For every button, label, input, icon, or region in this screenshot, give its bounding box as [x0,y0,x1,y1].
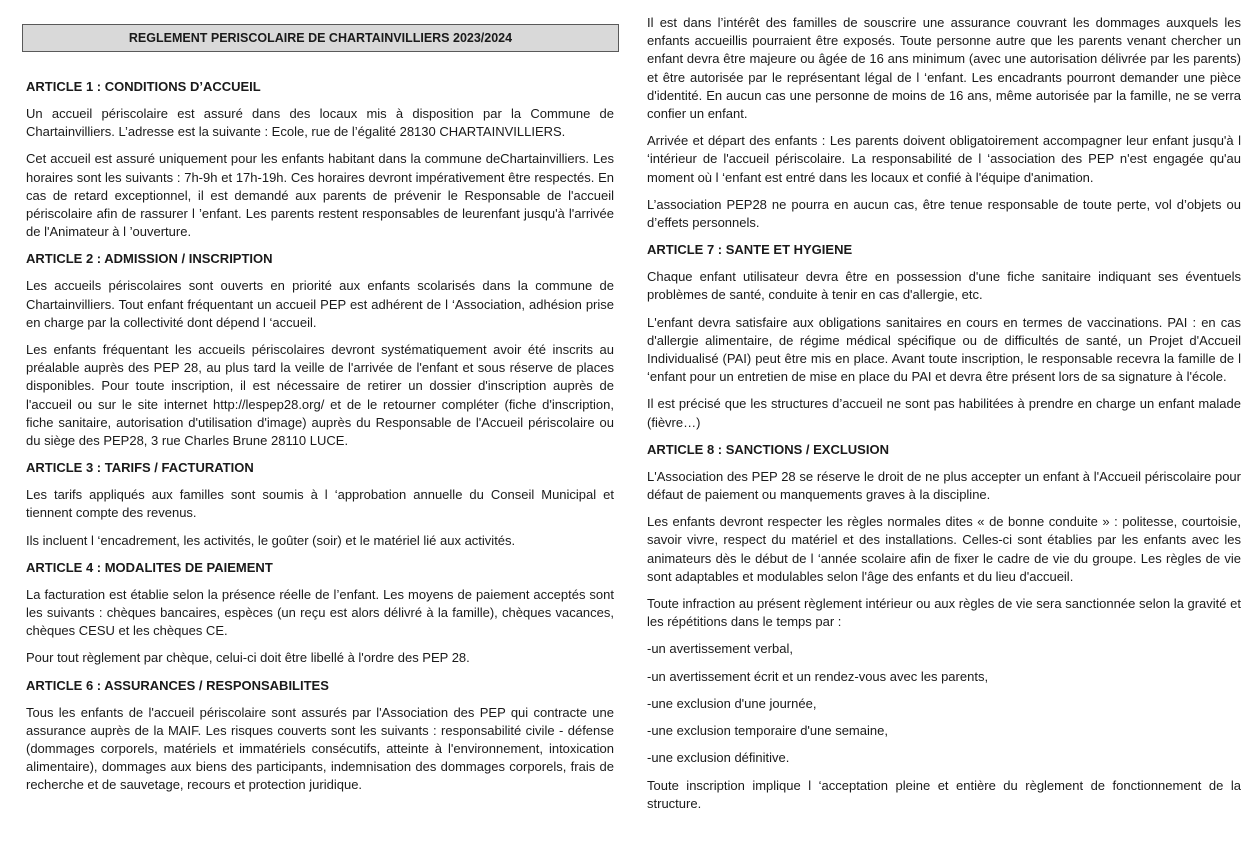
article-heading: ARTICLE 6 : ASSURANCES / RESPONSABILITES [26,677,329,693]
paragraph: L'enfant devra satisfaire aux obligations sanitaires en cours en termes de vaccinations. PAI : en cas d'allergie alimentaire, de régime médical spécifique ou de difficultés de santé, un Projet d'Accueil Individualisé (PAI) peut être mis en place. Avant toute inscription, le responsable recevra la famille de l ‘enfant pour un entretien de mise en place du PAI et devra être présent lors de sa signature à l'école. [647,314,1241,385]
paragraph: Les enfants devront respecter les règles normales dites « de bonne conduite » : politesse, courtoisie, savoir vivre, respect du matériel et des installations. Celles-ci sont établies par les enfants avec les animateurs dès le début de l ‘année scolaire afin de fixer le cadre de vie du groupe. Les règles de vie sont adaptables et modulables selon l'âge des enfants et du lieu d'accueil. [647,514,1241,584]
article-heading: ARTICLE 8 : SANCTIONS / EXCLUSION [647,441,889,457]
paragraph: Les tarifs appliqués aux familles sont soumis à l ‘approbation annuelle du Conseil Municipal et tiennent compte des revenus. [26,487,614,521]
paragraph: Pour tout règlement par chèque, celui-ci doit être libellé à l'ordre des PEP 28. [26,650,470,666]
paragraph: L'Association des PEP 28 se réserve le droit de ne plus accepter un enfant à l'Accueil périscolaire pour défaut de paiement ou manquements graves à la discipline. [647,468,1241,503]
paragraph: Toute inscription implique l ‘acceptation pleine et entière du règlement de fonctionnement de la structure. [647,777,1241,811]
article-heading: ARTICLE 3 : TARIFS / FACTURATION [26,460,254,476]
article-heading: ARTICLE 4 : MODALITES DE PAIEMENT [26,559,273,575]
left-column-body [22,78,614,804]
sanction-list-item: -un avertissement verbal, [647,641,793,657]
document-title: REGLEMENT PERISCOLAIRE DE CHARTAINVILLIERS 2023/2024 [22,24,619,52]
sanction-list-item: -une exclusion d'une journée, [647,695,817,711]
paragraph: Un accueil périscolaire est assuré dans des locaux mis à disposition par la Commune de Chartainvilliers. L’adresse est la suivante : Ecole, rue de l’égalité 28130 CHARTAINVILLIERS. [26,106,614,140]
article-heading: ARTICLE 1 : CONDITIONS D’ACCUEIL [26,79,261,94]
article-heading: ARTICLE 2 : ADMISSION / INSCRIPTION [26,251,273,267]
sanction-list-item: -une exclusion temporaire d'une semaine, [647,723,888,739]
paragraph: Tous les enfants de l'accueil périscolaire sont assurés par l'Association des PEP qui contracte une assurance auprès de la MAIF. Les risques couverts sont les suivants : responsabilité civile - défense (dommages corporels, matériels et immatériels consécutifs, atteinte à l'environnement, intoxication alimentaire), dommages aux biens des participants, indemnisation des dommages corporels, frais de recherche et de sauvetage, recours et protection juridique. [26,704,614,793]
paragraph: Il est dans l’intérêt des familles de souscrire une assurance couvrant les dommages auxquels les enfants accueillis pourraient être exposés. Toute personne autre que les parents venant chercher un enfant devra être majeure ou âgée de 16 ans minimum (avec une autorisation délivrée par les parents) et être autorisée par le représentant légal de l ‘enfant. Les encadrants pourront demander une pièce d'identité. En aucun cas une personne de moins de 16 ans, même autorisée par la famille, ne se verra confier un enfant. [647,15,1241,122]
right-column [647,14,1241,822]
paragraph: Les accueils périscolaires sont ouverts en priorité aux enfants scolarisés dans la commune de Chartainvilliers. Tout enfant fréquentant un accueil PEP est adhérent de l ‘Association, adhésion prise en charge par la collectivité dont dépend l ‘accueil. [26,278,614,330]
paragraph: Les enfants fréquentant les accueils périscolaires devront systématiquement avoir été inscrits au préalable auprès des PEP 28, au plus tard la veille de l'arrivée de l'enfant et sous réserve de places disponibles. Pour toute inscription, il est nécessaire de retirer un dossier d'inscription auprès de l'accueil ou sur le site internet http://lespep28.org/ et de le retourner compléter (fiche d'inscription, fiche sanitaire, autorisation d'utilisation d'image) auprès du Responsable de l'Accueil périscolaire ou du siège des PEP28, 3 rue Charles Brune 28110 LUCE. [26,342,614,449]
paragraph: Chaque enfant utilisateur devra être en possession d'une fiche sanitaire indiquant ses éventuels problèmes de santé, conduite à tenir en cas d'allergie, etc. [647,269,1241,303]
paragraph: Toute infraction au présent règlement intérieur ou aux règles de vie sera sanctionnée selon la gravité et les répétitions dans le temps par : [647,596,1241,630]
paragraph: Ils incluent l ‘encadrement, les activités, le goûter (soir) et le matériel lié aux activités. [26,532,516,548]
paragraph: L’association PEP28 ne pourra en aucun cas, être tenue responsable de toute perte, vol d’objets ou d’effets personnels. [647,196,1241,231]
paragraph: La facturation est établie selon la présence réelle de l’enfant. Les moyens de paiement acceptés sont les suivants : chèques bancaires, espèces (un reçu est alors délivré à la famille), chèques vacances, chèques CESU et les chèques CE. [26,586,614,639]
article-heading: ARTICLE 7 : SANTE ET HYGIENE [647,242,853,258]
sanction-list-item: -une exclusion définitive. [647,750,790,766]
sanction-list-item: -un avertissement écrit et un rendez-vous avec les parents, [647,668,989,684]
paragraph: Arrivée et départ des enfants : Les parents doivent obligatoirement accompagner leur enfant jusqu'à l ‘intérieur de l'accueil périscolaire. La responsabilité de l ‘association des PEP n'est engagée qu'au moment où l ‘enfant est entré dans les locaux et confié à l'équipe d'animation. [647,133,1241,185]
paragraph: Cet accueil est assuré uniquement pour les enfants habitant dans la commune deChartainvilliers. Les horaires sont les suivants : 7h-9h et 17h-19h. Ces horaires devront impérativement être respectés. En cas de retard exceptionnel, il est demandé aux parents de prévenir le Responsable de l'accueil périscolaire afin de rassurer l ’enfant. Les parents restent responsables de leurenfant jusqu'à l'arrivée de l'Animateur à l ’ouverture. [26,151,614,240]
paragraph: Il est précisé que les structures d’accueil ne sont pas habilitées à prendre en charge un enfant malade (fièvre…) [647,396,1241,430]
